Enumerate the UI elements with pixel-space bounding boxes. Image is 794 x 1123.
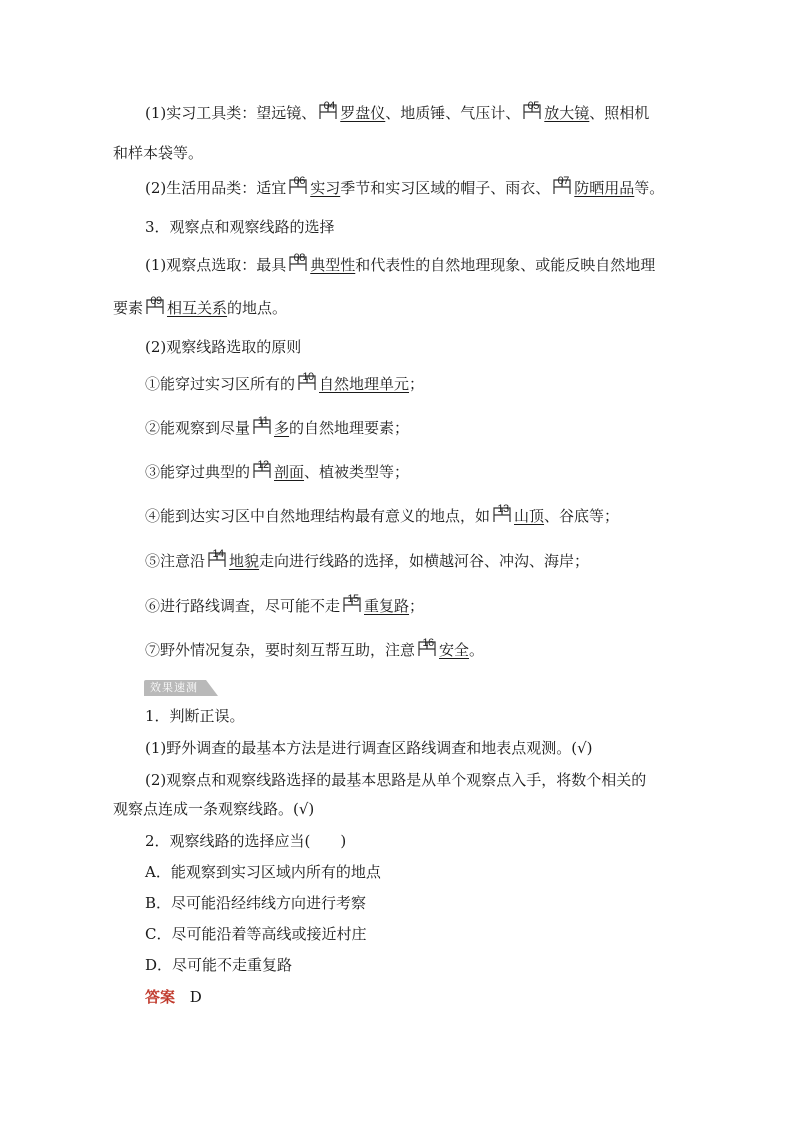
route-title-line [145, 337, 301, 357]
blank-number: 06 [293, 175, 305, 187]
q1-statement-2 [145, 770, 646, 790]
rule-text: ②能观察到尽量 [145, 419, 251, 437]
route-rule-4 [145, 503, 620, 526]
blank-answer: 地貌 [229, 552, 260, 570]
option-text: B．尽可能沿经纬线方向进行考察 [145, 894, 367, 912]
route-rule-5 [145, 548, 590, 571]
route-rule-1 [145, 371, 425, 394]
blank-answer: 多 [274, 419, 290, 437]
blank-number: 05 [527, 100, 539, 112]
section-3-title: 3．观察点和观察线路的选择 [145, 218, 335, 236]
rule-text: 走向进行线路的选择，如横越河谷、冲沟、海岸； [259, 552, 590, 570]
blank-number: 14 [212, 548, 224, 560]
answer-line [145, 987, 202, 1007]
supplies-text-3: 等。 [634, 179, 665, 197]
blank-marker-icon [522, 100, 542, 121]
rule-text: ； [409, 597, 425, 615]
rule-text: ③能穿过典型的 [145, 463, 251, 481]
q2-option-a [145, 862, 381, 882]
blank-answer: 重复路 [364, 597, 410, 615]
option-text: D．尽可能不走重复路 [145, 956, 293, 974]
blank-marker-icon [342, 593, 362, 614]
rule-text: ④能到达实习区中自然地理结构最有意义的地点，如 [145, 507, 491, 525]
q1-statement-2-cont [113, 799, 314, 819]
badge-label: 效果速测 [150, 682, 198, 694]
option-text: C．尽可能沿着等高线或接近村庄 [145, 925, 367, 943]
rule-text: 。 [469, 641, 485, 659]
tools-text-2: 、地质锤、气压计、 [385, 104, 521, 122]
blank-answer: 山顶 [514, 507, 545, 525]
answer-label: 答案 [145, 988, 176, 1006]
blank-marker-icon [252, 459, 272, 480]
q2-option-d [145, 955, 292, 975]
tools-text-3: 、照相机 [589, 104, 650, 122]
route-title: (2)观察线路选取的原则 [145, 338, 302, 356]
section-badge [144, 680, 218, 696]
rule-text: 、谷底等； [544, 507, 620, 525]
blank-answer: 实习 [310, 179, 341, 197]
points-text-1: (1)观察点选取：最具 [145, 256, 287, 274]
tools-text-4: 和样本袋等。 [113, 144, 204, 162]
blank-marker-icon [552, 175, 572, 196]
points-line-1 [145, 252, 656, 275]
blank-marker-icon [252, 415, 272, 436]
route-rule-2 [145, 415, 410, 438]
blank-marker-icon [492, 503, 512, 524]
option-text: A．能观察到实习区域内所有的地点 [145, 863, 381, 881]
statement-text: 观察点连成一条观察线路。(√) [113, 800, 315, 818]
q1-title: 1．判断正误。 [145, 707, 245, 725]
supplies-line [145, 175, 665, 198]
statement-text: (1)野外调查的最基本方法是进行调查区路线调查和地表点观测。(√) [145, 739, 593, 757]
blank-marker-icon [417, 637, 437, 658]
tools-text-1: (1)实习工具类：望远镜、 [145, 104, 317, 122]
tools-line-1 [145, 100, 650, 123]
blank-number: 12 [257, 459, 269, 471]
blank-number: 13 [497, 503, 509, 515]
blank-number: 07 [557, 175, 569, 187]
blank-answer: 相互关系 [167, 299, 228, 317]
blank-number: 16 [422, 637, 434, 649]
route-rule-7 [145, 637, 485, 660]
rule-text: ⑥进行路线调查，尽可能不走 [145, 597, 341, 615]
rule-text: ⑤注意沿 [145, 552, 206, 570]
points-text-2: 和代表性的自然地理现象、或能反映自然地理 [355, 256, 656, 274]
blank-number: 11 [257, 415, 269, 427]
blank-number: 10 [302, 371, 314, 383]
supplies-text-1: (2)生活用品类：适宜 [145, 179, 287, 197]
blank-number: 08 [293, 252, 305, 264]
rule-text: 的自然地理要素； [289, 419, 410, 437]
q2-option-b [145, 893, 366, 913]
rule-text: ； [409, 375, 425, 393]
blank-answer: 安全 [439, 641, 470, 659]
points-line-2 [113, 295, 288, 318]
q2-option-c [145, 924, 366, 944]
blank-answer: 罗盘仪 [340, 104, 386, 122]
blank-number: 15 [347, 593, 359, 605]
section-heading [145, 217, 335, 237]
blank-marker-icon [318, 100, 338, 121]
blank-number: 04 [323, 100, 335, 112]
blank-number: 09 [150, 295, 162, 307]
points-text-4: 的地点。 [227, 299, 288, 317]
rule-text: ①能穿过实习区所有的 [145, 375, 296, 393]
blank-marker-icon [297, 371, 317, 392]
rule-text: ⑦野外情况复杂，要时刻互帮互助，注意 [145, 641, 416, 659]
blank-answer: 剖面 [274, 463, 305, 481]
q1-title-line [145, 706, 245, 726]
points-text-3: 要素 [113, 299, 144, 317]
q2-title: 2．观察线路的选择应当( ) [145, 832, 347, 850]
blank-marker-icon [145, 295, 165, 316]
blank-answer: 放大镜 [544, 104, 590, 122]
blank-answer: 典型性 [310, 256, 356, 274]
statement-text: (2)观察点和观察线路选择的最基本思路是从单个观察点入手，将数个相关的 [145, 771, 647, 789]
rule-text: 、植被类型等； [304, 463, 410, 481]
supplies-text-2: 季节和实习区域的帽子、雨衣、 [340, 179, 551, 197]
route-rule-3 [145, 459, 410, 482]
blank-marker-icon [288, 252, 308, 273]
q2-title-line [145, 831, 346, 851]
answer-value: D [189, 988, 202, 1006]
tools-line-2 [113, 143, 203, 163]
q1-statement-1 [145, 738, 593, 758]
route-rule-6 [145, 593, 425, 616]
blank-marker-icon [288, 175, 308, 196]
blank-answer: 防晒用品 [574, 179, 635, 197]
blank-marker-icon [207, 548, 227, 569]
blank-answer: 自然地理单元 [319, 375, 410, 393]
